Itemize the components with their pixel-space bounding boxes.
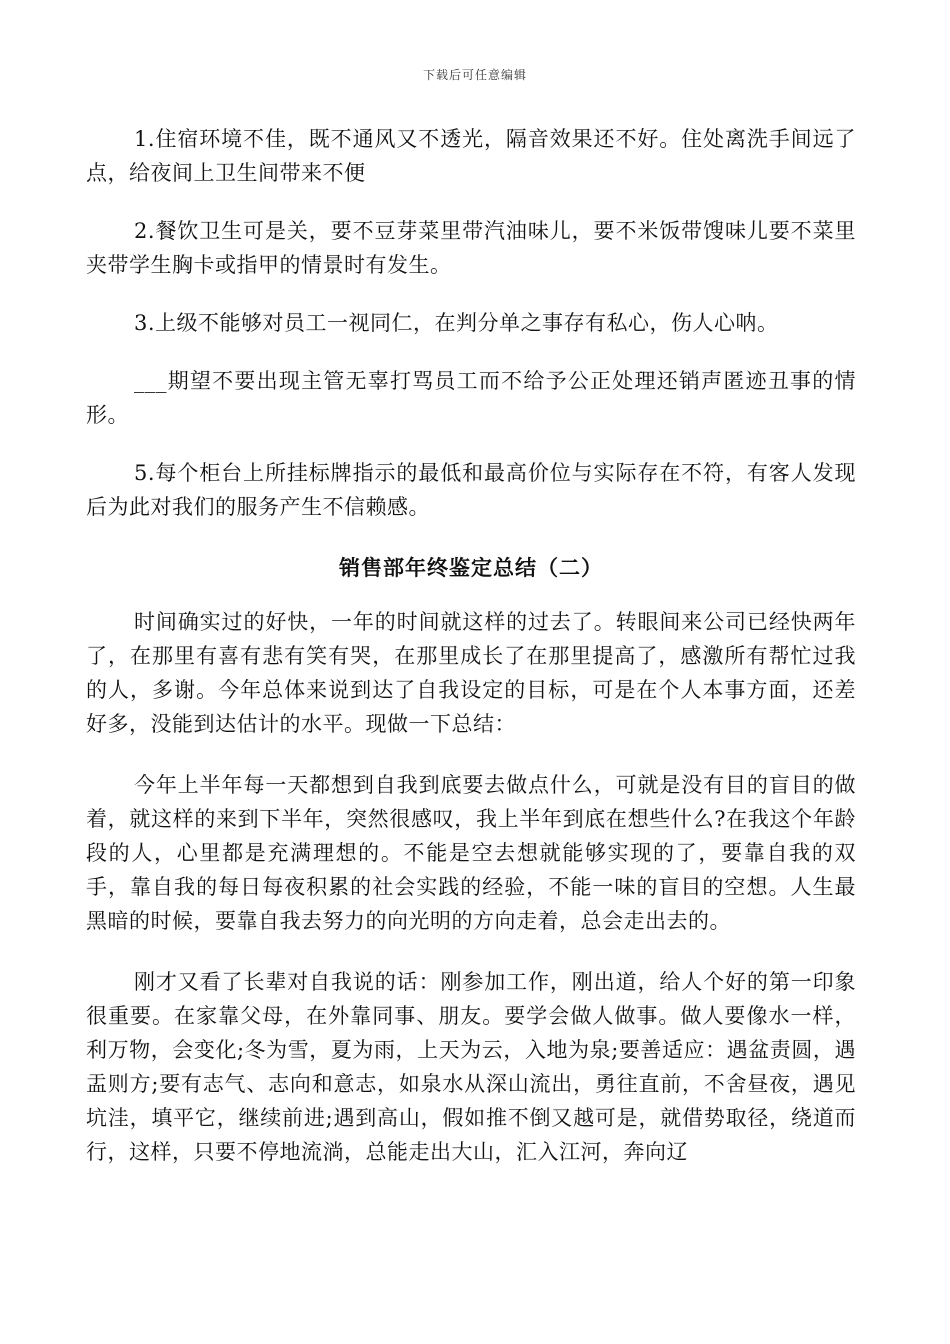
paragraph-3: 3.上级不能够对员工一视同仁，在判分单之事存有私心，伤人心呐。	[134, 311, 779, 335]
header-note: 下载后可任意编辑	[422, 68, 527, 82]
paragraph-7: 今年上半年每一天都想到自我到底要去做点什么，可就是没有目的盲目的做着，就这样的来到下半年，突然很感叹，我上半年到底在想些什么?在我这个年龄段的人，心里都是充满理想的。不能是空去想就能够实现的了，要靠自我的双手，靠自我的每日每夜积累的社会实践的经验，不能一味的盲目的空想。人生最黑暗的时候，要靠自我去努力的向光明的方向走着，总会走出去的。	[86, 773, 856, 933]
document-body	[86, 122, 856, 1169]
paragraph-4: ___期望不要出现主管无辜打骂员工而不给予公正处理还销声匿迹丑事的情形。	[86, 369, 856, 427]
paragraph-2: 2.餐饮卫生可是关，要不豆芽菜里带汽油味儿，要不米饭带馊味儿要不菜里夹带学生胸卡或指甲的情景时有发生。	[86, 219, 856, 277]
section-title: 销售部年终鉴定总结（二）	[339, 555, 603, 580]
paragraph-6: 时间确实过的好快，一年的时间就这样的过去了。转眼间来公司已经快两年了，在那里有喜有悲有笑有哭，在那里成长了在那里提高了，感激所有帮忙过我的人，多谢。今年总体来说到达了自我设定的目标，可是在个人本事方面，还差好多，没能到达估计的水平。现做一下总结：	[86, 610, 856, 736]
paragraph-5: 5.每个柜台上所挂标牌指示的最低和最高价位与实际存在不符，有客人发现后为此对我们的服务产生不信赖感。	[86, 461, 856, 519]
paragraph-1: 1.住宿环境不佳，既不通风又不透光，隔音效果还不好。住处离洗手间远了点，给夜间上卫生间带来不便	[86, 127, 856, 185]
paragraph-8: 刚才又看了长辈对自我说的话：刚参加工作，刚出道，给人个好的第一印象很重要。在家靠父母，在外靠同事、朋友。要学会做人做事。做人要像水一样，利万物，会变化;冬为雪，夏为雨，上天为云，入地为泉;要善适应：遇盆责圆，遇盂则方;要有志气、志向和意志，如泉水从深山流出，勇往直前，不舍昼夜，遇见坑洼，填平它，继续前进;遇到高山，假如推不倒又越可是，就借势取径，绕道而行，这样，只要不停地流淌，总能走出大山，汇入江河，奔向辽	[86, 970, 856, 1164]
